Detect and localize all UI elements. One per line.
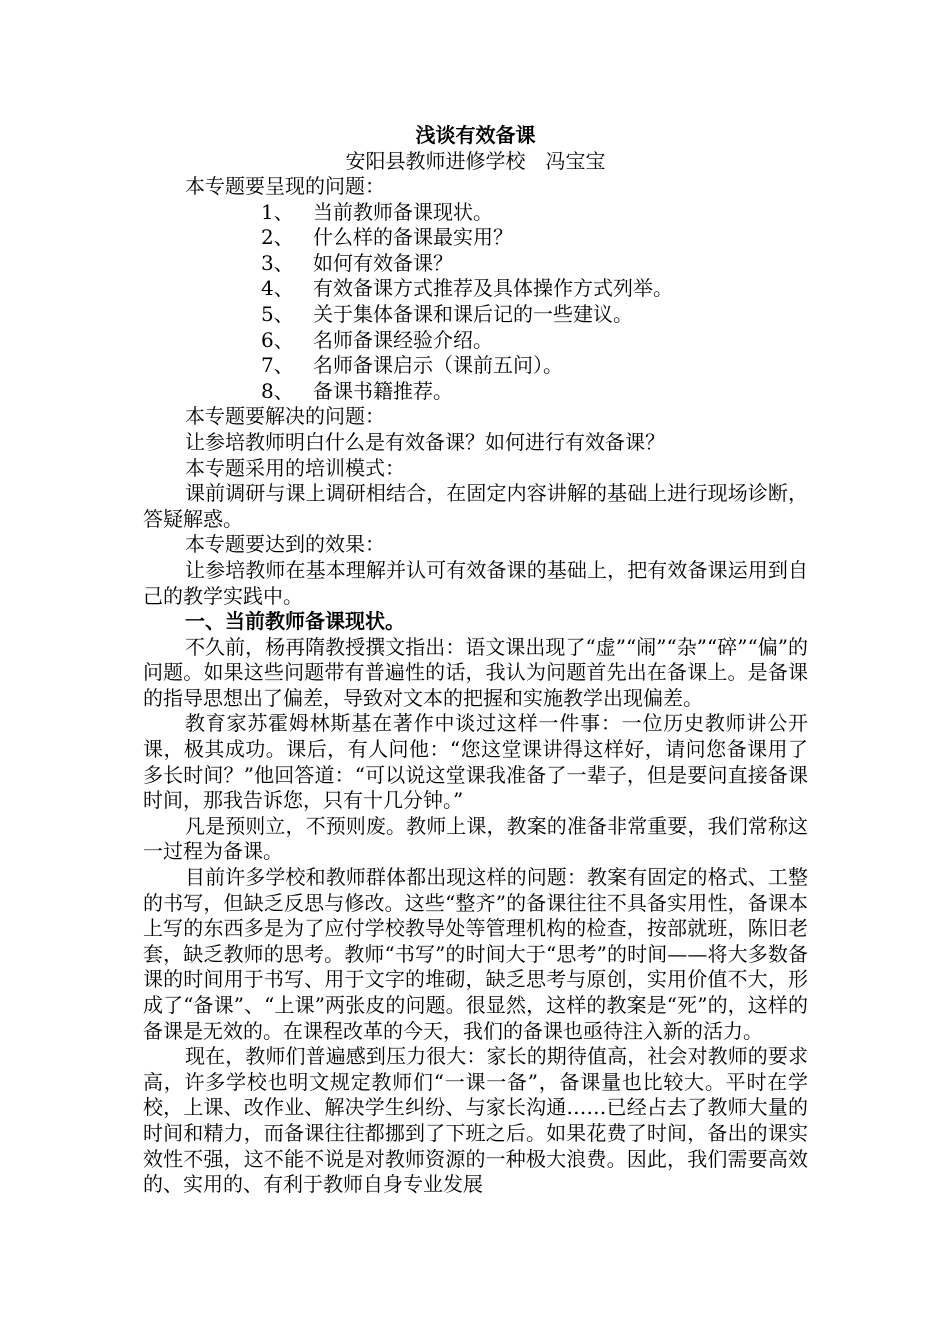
list-item: 4、 有效备课方式推荐及具体操作方式列举。 <box>261 276 673 301</box>
section-heading-effect: 本专题要达到的效果： <box>185 532 385 557</box>
document-page <box>143 122 808 1198</box>
body-paragraph: 凡是预则立，不预则废。教师上课，教案的准备非常重要，我们常称这一过程为备课。 <box>143 813 808 864</box>
list-item: 3、 如何有效备课？ <box>261 250 453 275</box>
section-heading-mode: 本专题采用的培训模式： <box>185 455 405 480</box>
document-author: 安阳县教师进修学校 冯宝宝 <box>345 149 606 173</box>
body-paragraph: 目前许多学校和教师群体都出现这样的问题：教案有固定的格式、工整的书写，但缺乏反思与修改。这些“整齐”的备课往往不具备实用性，备课本上写的东西多是为了应付学校教导处等管理机构的检查，按部就班，陈旧老套，缺乏教师的思考。教师“书写”的时间大于“思考”的时间——将大多数备课的时间用于书写、用于文字的堆砌，缺乏思考与原创，实用价值不大，形成了“备课”、“上课”两张皮的问题。很显然，这样的教案是“死”的，这样的备课是无效的。在课程改革的今天，我们的备课也亟待注入新的活力。 <box>143 865 808 1043</box>
body-paragraph: 教育家苏霍姆林斯基在著作中谈过这样一件事：一位历史教师讲公开课，极其成功。课后，有人问他：“您这堂课讲得这样好，请问您备课用了多长时间？”他回答道：“可以说这堂课我准备了一辈子，但是要问直接备课时间，那我告诉您，只有十几分钟。” <box>143 711 808 813</box>
list-item: 8、 备课书籍推荐。 <box>261 378 453 403</box>
section-heading-present: 本专题要呈现的问题： <box>185 174 385 198</box>
body-paragraph: 不久前，杨再隋教授撰文指出：语文课出现了“虚”“闹”“杂”“碎”“偏”的问题。如果这些问题带有普遍性的话，我认为问题首先出在备课上。是备课的指导思想出了偏差，导致对文本的把握和实施教学出现偏差。 <box>143 634 808 710</box>
effect-text: 让参培教师在基本理解并认可有效备课的基础上，把有效备课运用到自己的教学实践中。 <box>143 557 808 608</box>
list-item: 5、 关于集体备课和课后记的一些建议。 <box>261 301 633 326</box>
list-item: 6、 名师备课经验介绍。 <box>261 327 493 352</box>
list-item: 7、 名师备课启示（课前五问）。 <box>261 353 563 378</box>
list-item: 2、 什么样的备课最实用？ <box>261 225 513 250</box>
section-heading-solve: 本专题要解决的问题： <box>185 404 385 429</box>
body-paragraph: 现在，教师们普遍感到压力很大：家长的期待值高，社会对教师的要求高，许多学校也明文规定教师们“一课一备”，备课量也比较大。平时在学校，上课、改作业、解决学生纠纷、与家长沟通……已经占去了教师大量的时间和精力，而备课往往都挪到了下班之后。如果花费了时间，备出的课实效性不强，这不能不说是对教师资源的一种极大浪费。因此，我们需要高效的、实用的、有利于教师自身专业发展 <box>143 1044 808 1197</box>
solve-text: 让参培教师明白什么是有效备课？如何进行有效备课？ <box>185 429 665 454</box>
list-item: 1、 当前教师备课现状。 <box>261 199 493 224</box>
document-title: 浅谈有效备课 <box>415 123 536 147</box>
problem-list <box>143 200 808 405</box>
mode-text: 课前调研与课上调研相结合，在固定内容讲解的基础上进行现场诊断，答疑解惑。 <box>143 481 808 531</box>
chapter-heading: 一、当前教师备课现状。 <box>185 609 405 634</box>
